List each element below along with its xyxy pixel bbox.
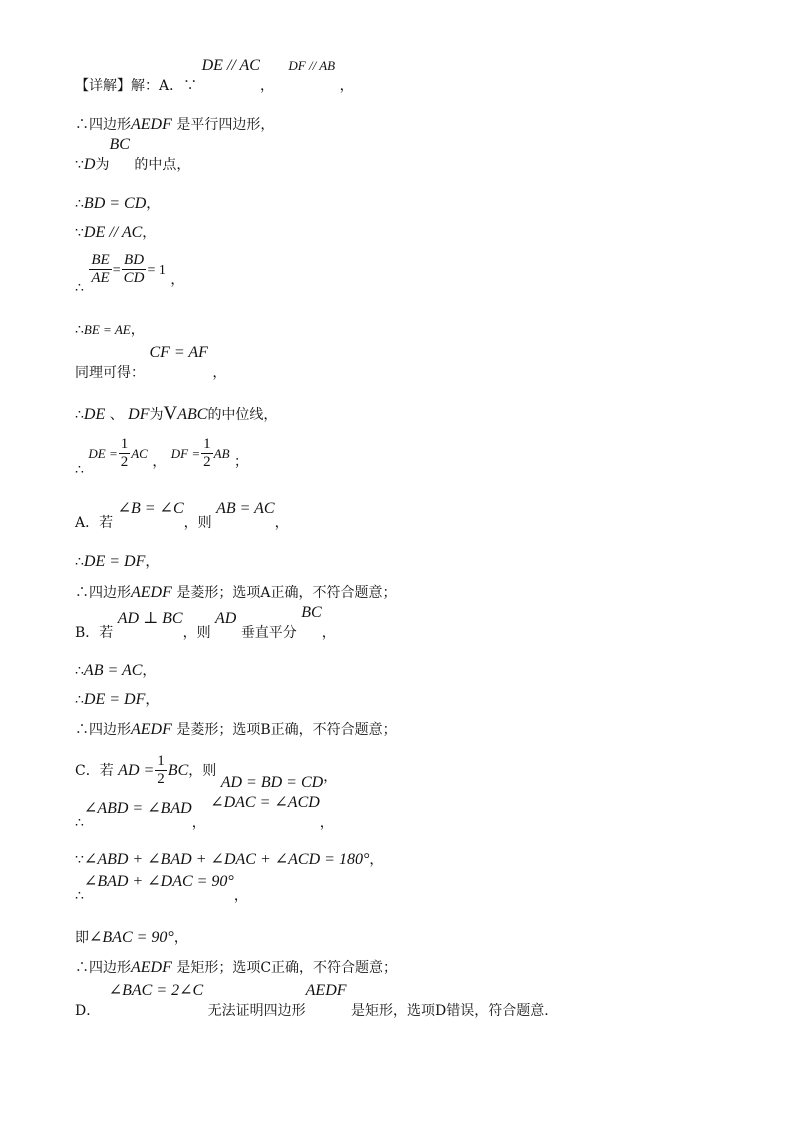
- line-13-prefix: ∴四边形: [75, 585, 131, 601]
- fraction-one-half: [119, 436, 131, 472]
- fraction-denominator: 2: [203, 454, 211, 471]
- line-7-end: ，: [130, 322, 145, 338]
- line-5-end: ，: [142, 225, 157, 241]
- line-7: [75, 323, 145, 337]
- math-de-eq-df: DE = DF: [83, 691, 146, 708]
- fraction-numerator: 1: [201, 436, 213, 454]
- line-23: [75, 960, 397, 976]
- fraction-denominator: CD: [123, 270, 145, 287]
- math-aedf: AEDF: [131, 959, 172, 976]
- line-23-text: 是矩形；选项C正确，不符合题意；: [176, 960, 398, 976]
- line-13: [75, 585, 396, 601]
- line-6-prefix: ∴: [75, 279, 84, 296]
- math-de-parallel-ac-2: DE // AC: [83, 224, 143, 241]
- fraction-one-half: [155, 753, 167, 789]
- math-ab-eq-ac: AB = AC: [83, 662, 143, 679]
- line-8: [75, 344, 227, 381]
- line-23-prefix: ∴四边形: [75, 960, 131, 976]
- math-aedf: AEDF: [131, 584, 172, 601]
- fraction-numerator: 1: [155, 753, 167, 771]
- math-aedf: AEDF: [131, 116, 172, 133]
- line-10-prefix: ∴: [75, 461, 84, 478]
- line-3: [75, 136, 191, 173]
- line-24-text: 是矩形，选项D错误，符合题意.: [350, 1003, 549, 1019]
- line-12-prefix: ∴: [75, 554, 84, 570]
- math-angle-bac-eq-2c: ∠BAC = 2∠C: [108, 982, 204, 999]
- line-14: [75, 604, 336, 641]
- fraction-numerator: BD: [122, 252, 146, 270]
- math-ab-eq-ac: AB = AC: [216, 500, 275, 517]
- line-16-prefix: ∴: [75, 692, 84, 708]
- line-11-prefix: A．若: [75, 515, 114, 531]
- triangle-symbol: V: [163, 403, 178, 424]
- line-4-end: ，: [146, 196, 161, 212]
- line-21-prefix: ∴: [75, 888, 84, 904]
- line-8-end: ，: [212, 365, 227, 381]
- line-22-prefix: 即: [75, 930, 89, 946]
- math-aedf: AEDF: [131, 721, 172, 738]
- math-bc: BC: [167, 761, 189, 779]
- math-ad-perp-bc: AD ⊥ BC: [117, 610, 183, 627]
- line-18-mid: ，则: [188, 762, 217, 779]
- math-ad-eq: AD =: [118, 761, 155, 779]
- fraction-be-over-ae: [89, 252, 111, 288]
- math-ac: AC: [131, 445, 148, 461]
- line-9-mid1: 、: [109, 407, 124, 423]
- line-11: [75, 500, 289, 531]
- line-14-prefix: B．若: [75, 625, 114, 641]
- line-10: [75, 436, 248, 478]
- line-12-end: ，: [145, 554, 160, 570]
- math-angle-abd-eq-bad: ∠ABD = ∠BAD: [83, 800, 192, 817]
- line-7-prefix: ∴: [75, 322, 84, 338]
- line-18-prefix: C．若: [75, 762, 114, 779]
- line-17: [75, 722, 397, 738]
- line-14-mid2: 垂直平分: [240, 625, 297, 641]
- math-aedf: AEDF: [305, 982, 347, 999]
- line-14-end: ，: [321, 625, 336, 641]
- math-de: DE: [83, 406, 106, 423]
- line-14-mid: ，则: [182, 625, 211, 641]
- line-20: [75, 852, 383, 868]
- math-de-eq: DE =: [88, 445, 118, 461]
- fraction-numerator: 1: [119, 436, 131, 454]
- math-d: D: [83, 156, 96, 173]
- math-de-eq-df: DE = DF: [83, 553, 146, 570]
- line-6: [75, 252, 185, 296]
- line-2-prefix: ∴四边形: [75, 117, 131, 133]
- line-24: [75, 982, 549, 1019]
- line-9-prefix: ∴: [75, 407, 84, 423]
- line-2: [75, 117, 274, 133]
- line-4-prefix: ∴: [75, 196, 84, 212]
- line-16: [75, 692, 159, 708]
- math-df-eq: DF =: [170, 445, 201, 461]
- line-15: [75, 663, 156, 679]
- line-24-mid: 无法证明四边形: [207, 1003, 306, 1019]
- equals-one: = 1: [147, 262, 166, 278]
- math-df-parallel-ab: DF // AB: [288, 58, 336, 73]
- line-5: [75, 225, 156, 241]
- line-15-end: ，: [142, 663, 157, 679]
- math-angle-sum-180: ∠ABD + ∠BAD + ∠DAC + ∠ACD = 180°: [83, 851, 370, 868]
- math-df: DF: [128, 406, 150, 423]
- math-ad: AD: [215, 610, 237, 627]
- math-angle-bad-plus-dac-90: ∠BAD + ∠DAC = 90°: [83, 873, 234, 890]
- line-3-mid: 为: [95, 157, 110, 173]
- fraction-one-half-2: [201, 436, 213, 472]
- line-4: [75, 196, 160, 212]
- line-12: [75, 554, 159, 570]
- line-19: [75, 794, 334, 831]
- line-1-end: ，: [339, 78, 354, 94]
- fraction-denominator: 2: [120, 454, 129, 471]
- math-de-parallel-ac: DE // AC: [201, 57, 260, 74]
- line-24-prefix: D．: [75, 1003, 101, 1019]
- math-angle-b-eq-angle-c: ∠B = ∠C: [117, 500, 184, 517]
- line-5-prefix: ∵: [75, 225, 84, 241]
- line-20-end: ，: [369, 852, 384, 868]
- line-2-text: 是平行四边形，: [176, 117, 275, 133]
- math-ad-eq-bd-eq-cd: AD = BD = CD: [220, 773, 324, 791]
- fraction-bd-over-cd: [122, 252, 147, 288]
- line-10-sep: ，: [152, 453, 167, 470]
- line-9-text: 的中位线，: [207, 407, 278, 423]
- line-22-end: ，: [173, 930, 188, 946]
- line-15-prefix: ∴: [75, 663, 84, 679]
- line-6-end: ，: [170, 271, 185, 288]
- line-19-end: ，: [319, 815, 334, 831]
- line-11-mid: ，则: [183, 515, 212, 531]
- line-17-text: 是菱形；选项B正确，不符合题意；: [176, 722, 397, 738]
- line-9: [75, 404, 277, 423]
- fraction-denominator: 2: [157, 771, 165, 788]
- line-13-text: 是菱形；选项A正确，不符合题意；: [176, 585, 397, 601]
- line-11-end: ，: [274, 515, 289, 531]
- line-21-end: ，: [233, 888, 248, 904]
- line-3-text: 的中点，: [134, 157, 191, 173]
- line-18-end: ，: [323, 768, 338, 785]
- line-21: [75, 873, 248, 904]
- line-17-prefix: ∴四边形: [75, 722, 131, 738]
- line-19-sep: ，: [191, 815, 206, 831]
- math-cf-eq-af: CF = AF: [149, 344, 208, 361]
- line-1: [75, 57, 354, 94]
- line-16-end: ，: [145, 692, 160, 708]
- math-bd-eq-cd: BD = CD: [83, 195, 147, 212]
- line-19-prefix: ∴: [75, 815, 84, 831]
- line-9-mid2: 为: [149, 407, 164, 423]
- math-be-eq-ae: BE = AE: [83, 322, 131, 337]
- line-1-sep: ，: [259, 78, 274, 94]
- math-angle-dac-eq-acd: ∠DAC = ∠ACD: [210, 794, 320, 811]
- line-18: [75, 753, 337, 789]
- line-20-prefix: ∵: [75, 852, 84, 868]
- line-10-end: ；: [233, 453, 248, 470]
- math-bc: BC: [301, 604, 322, 621]
- math-ab: AB: [213, 445, 230, 461]
- line-22: [75, 930, 188, 946]
- line-3-prefix: ∵: [75, 157, 84, 173]
- line-8-prefix: 同理可得：: [75, 365, 145, 381]
- fraction-numerator: BE: [89, 252, 111, 270]
- math-angle-bac-90: ∠BAC = 90°: [89, 929, 174, 946]
- line-1-prefix: 【详解】解：A．∵: [75, 78, 198, 94]
- math-abc: ABC: [177, 406, 208, 423]
- fraction-denominator: AE: [91, 270, 110, 287]
- equals-sign: =: [112, 262, 121, 278]
- math-bc: BC: [109, 136, 130, 153]
